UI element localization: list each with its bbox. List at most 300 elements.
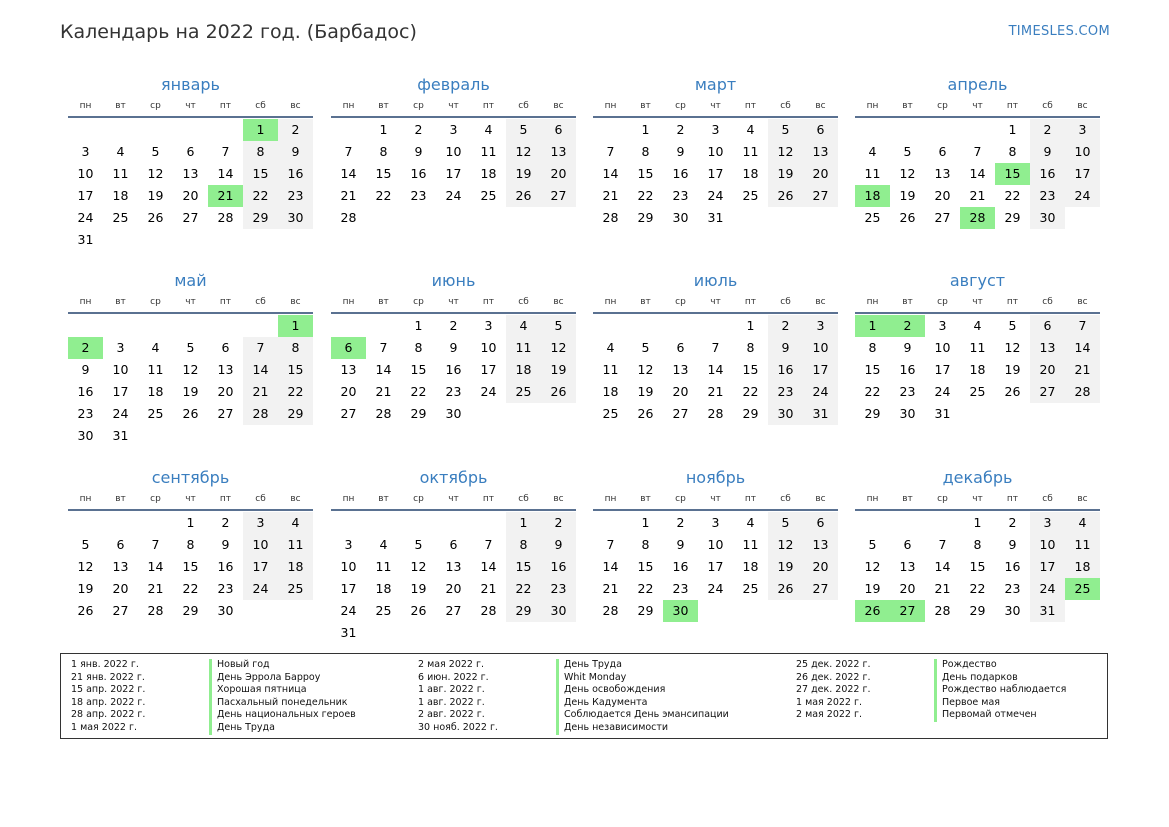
day-cell: 28: [602, 210, 619, 225]
day-cell: 10: [77, 166, 94, 181]
day-cell: 4: [379, 537, 388, 552]
day-cell: 14: [969, 166, 986, 181]
day-cell: 28: [934, 603, 951, 618]
weekday-header: [68, 492, 313, 506]
day-cell: 24: [243, 578, 278, 600]
header-divider: [593, 312, 838, 314]
day-cell: 4: [868, 144, 877, 159]
holiday-date: 28 апр. 2022 г.: [71, 709, 146, 721]
empty-cell: [138, 119, 173, 141]
day-cell: 29: [742, 406, 759, 421]
day-cell: 6: [186, 144, 195, 159]
day-cell: 4: [484, 122, 493, 137]
day-cell: 13: [340, 362, 357, 377]
day-cell: 13: [934, 166, 951, 181]
month-name: январь: [161, 75, 220, 94]
legend-column: [796, 659, 1066, 722]
weekday-label: ср: [675, 297, 686, 307]
day-cell: 14: [375, 362, 392, 377]
empty-cell: [855, 512, 890, 534]
day-cell: 19: [147, 188, 164, 203]
day-grid: [68, 119, 313, 251]
weekday-header: [68, 295, 313, 309]
day-cell: 30: [445, 406, 462, 421]
day-cell: 20: [899, 581, 916, 596]
day-cell: 8: [379, 144, 388, 159]
holiday-name: Пасхальный понедельник: [209, 697, 348, 710]
day-cell: 14: [243, 359, 278, 381]
month-block: [593, 467, 838, 622]
day-cell: 5: [506, 119, 541, 141]
empty-cell: [366, 315, 401, 337]
weekday-label: чт: [448, 297, 459, 307]
empty-cell: [593, 512, 628, 534]
day-cell: 19: [410, 581, 427, 596]
day-cell: 5: [641, 340, 650, 355]
day-cell: 27: [112, 603, 129, 618]
weekday-label: вт: [902, 297, 913, 307]
holiday-day-cell: 30: [663, 600, 698, 622]
holiday-name: День Эррола Барроу: [209, 672, 320, 685]
day-cell: 26: [899, 210, 916, 225]
holiday-date: 26 дек. 2022 г.: [796, 671, 871, 683]
day-cell: 27: [217, 406, 234, 421]
day-cell: 25: [375, 603, 392, 618]
weekday-label: сб: [1042, 297, 1053, 307]
day-cell: 4: [746, 122, 755, 137]
legend-row: [796, 697, 1066, 710]
day-cell: 14: [602, 559, 619, 574]
empty-cell: [103, 119, 138, 141]
day-cell: 31: [707, 210, 724, 225]
empty-cell: [698, 315, 733, 337]
holiday-day-cell: 1: [278, 315, 313, 337]
holiday-name: День освобождения: [556, 684, 665, 697]
legend-row: [71, 659, 356, 672]
day-cell: 11: [864, 166, 881, 181]
holiday-date: 27 дек. 2022 г.: [796, 684, 871, 696]
day-cell: 16: [278, 163, 313, 185]
day-cell: 10: [340, 559, 357, 574]
weekday-label: пн: [604, 101, 617, 111]
day-cell: 12: [541, 337, 576, 359]
day-cell: 28: [375, 406, 392, 421]
day-cell: 17: [707, 166, 724, 181]
empty-cell: [890, 512, 925, 534]
weekday-label: чт: [448, 101, 459, 111]
weekday-label: пт: [1006, 297, 1019, 307]
holiday-day-cell: 28: [960, 207, 995, 229]
day-cell: 26: [147, 210, 164, 225]
day-cell: 7: [606, 144, 615, 159]
weekday-label: чт: [185, 101, 196, 111]
day-cell: 3: [938, 318, 947, 333]
weekday-label: сб: [518, 494, 529, 504]
weekday-header: [855, 295, 1100, 309]
day-cell: 12: [899, 166, 916, 181]
day-cell: 3: [1065, 119, 1100, 141]
day-grid: [855, 512, 1100, 622]
weekday-label: вт: [378, 101, 389, 111]
weekday-label: пт: [482, 101, 495, 111]
legend-row: [418, 684, 729, 697]
day-cell: 26: [77, 603, 94, 618]
day-cell: 12: [864, 559, 881, 574]
day-cell: 21: [480, 581, 497, 596]
day-cell: 2: [1008, 515, 1017, 530]
day-cell: 13: [803, 141, 838, 163]
legend-row: [71, 672, 356, 685]
day-cell: 31: [934, 406, 951, 421]
month-name: апрель: [947, 75, 1008, 94]
month-block: [855, 270, 1100, 425]
day-cell: 25: [278, 578, 313, 600]
empty-cell: [925, 512, 960, 534]
holiday-date: 2 мая 2022 г.: [418, 659, 484, 670]
day-cell: 8: [278, 337, 313, 359]
day-cell: 30: [672, 210, 689, 225]
weekday-header: [593, 99, 838, 113]
day-cell: 13: [899, 559, 916, 574]
day-cell: 8: [641, 537, 650, 552]
holiday-day-cell: 25: [1065, 578, 1100, 600]
day-cell: 12: [637, 362, 654, 377]
day-cell: 21: [602, 188, 619, 203]
day-cell: 23: [1004, 581, 1021, 596]
day-cell: 22: [1004, 188, 1021, 203]
holiday-name: День подарков: [934, 672, 1018, 685]
day-cell: 19: [77, 581, 94, 596]
day-grid: [331, 512, 576, 644]
day-cell: 26: [1004, 384, 1021, 399]
day-cell: 16: [672, 559, 689, 574]
day-cell: 28: [147, 603, 164, 618]
day-cell: 18: [742, 559, 759, 574]
holiday-name: Рождество: [934, 659, 997, 672]
holiday-name: День Труда: [209, 722, 275, 735]
day-cell: 25: [480, 188, 497, 203]
day-cell: 16: [672, 166, 689, 181]
empty-cell: [103, 315, 138, 337]
day-cell: 5: [868, 537, 877, 552]
day-cell: 17: [340, 581, 357, 596]
weekday-label: пт: [744, 297, 757, 307]
day-cell: 6: [803, 512, 838, 534]
day-cell: 15: [243, 163, 278, 185]
day-cell: 14: [147, 559, 164, 574]
header-divider: [68, 116, 313, 118]
day-cell: 22: [969, 581, 986, 596]
weekday-label: чт: [448, 494, 459, 504]
weekday-label: чт: [185, 297, 196, 307]
day-cell: 1: [641, 122, 650, 137]
day-cell: 22: [506, 578, 541, 600]
day-cell: 22: [243, 185, 278, 207]
day-cell: 29: [637, 603, 654, 618]
day-cell: 2: [414, 122, 423, 137]
day-cell: 20: [1030, 359, 1065, 381]
day-cell: 27: [934, 210, 951, 225]
weekday-label: сб: [255, 494, 266, 504]
day-cell: 25: [969, 384, 986, 399]
holiday-date: 1 авг. 2022 г.: [418, 684, 485, 696]
day-cell: 6: [803, 119, 838, 141]
weekday-label: вт: [902, 101, 913, 111]
legend-column: [71, 659, 356, 735]
legend-column: [418, 659, 729, 735]
day-cell: 13: [672, 362, 689, 377]
day-cell: 15: [182, 559, 199, 574]
empty-cell: [960, 119, 995, 141]
weekday-label: чт: [185, 494, 196, 504]
day-cell: 24: [340, 603, 357, 618]
day-cell: 30: [899, 406, 916, 421]
day-cell: 23: [1030, 185, 1065, 207]
day-cell: 16: [217, 559, 234, 574]
weekday-label: сб: [518, 297, 529, 307]
day-cell: 10: [803, 337, 838, 359]
day-cell: 27: [803, 578, 838, 600]
day-cell: 21: [707, 384, 724, 399]
weekday-label: пт: [219, 297, 232, 307]
day-cell: 21: [1065, 359, 1100, 381]
holiday-date: 1 мая 2022 г.: [796, 696, 862, 708]
weekday-label: пн: [79, 101, 92, 111]
day-cell: 13: [445, 559, 462, 574]
weekday-label: пн: [79, 297, 92, 307]
holiday-date: 15 апр. 2022 г.: [71, 684, 146, 696]
day-cell: 7: [151, 537, 160, 552]
day-cell: 18: [602, 384, 619, 399]
day-cell: 17: [934, 362, 951, 377]
day-cell: 12: [506, 141, 541, 163]
month-block: [593, 74, 838, 229]
day-cell: 1: [1008, 122, 1017, 137]
legend-row: [418, 659, 729, 672]
day-cell: 17: [112, 384, 129, 399]
header-divider: [331, 509, 576, 511]
day-cell: 26: [768, 185, 803, 207]
day-cell: 3: [1030, 512, 1065, 534]
day-cell: 9: [449, 340, 458, 355]
day-cell: 26: [410, 603, 427, 618]
day-cell: 8: [868, 340, 877, 355]
weekday-label: ср: [150, 297, 161, 307]
day-cell: 1: [746, 318, 755, 333]
empty-cell: [208, 119, 243, 141]
weekday-label: чт: [710, 494, 721, 504]
holiday-day-cell: 21: [208, 185, 243, 207]
day-cell: 7: [484, 537, 493, 552]
day-cell: 10: [1065, 141, 1100, 163]
day-cell: 8: [973, 537, 982, 552]
day-cell: 31: [340, 625, 357, 640]
holiday-date: 1 янв. 2022 г.: [71, 659, 139, 670]
weekday-label: сб: [255, 101, 266, 111]
day-cell: 11: [742, 144, 759, 159]
holiday-day-cell: 26: [855, 600, 890, 622]
day-cell: 18: [1065, 556, 1100, 578]
day-cell: 8: [641, 144, 650, 159]
legend-row: [418, 672, 729, 685]
weekday-label: вт: [115, 101, 126, 111]
day-cell: 26: [506, 185, 541, 207]
day-cell: 7: [1065, 315, 1100, 337]
weekday-label: вт: [115, 494, 126, 504]
day-grid: [855, 119, 1100, 229]
weekday-label: ср: [937, 297, 948, 307]
holiday-date: 6 июн. 2022 г.: [418, 671, 489, 683]
empty-cell: [471, 512, 506, 534]
weekday-label: чт: [710, 101, 721, 111]
day-cell: 18: [278, 556, 313, 578]
empty-cell: [436, 512, 471, 534]
day-cell: 5: [768, 119, 803, 141]
day-cell: 24: [934, 384, 951, 399]
day-cell: 22: [375, 188, 392, 203]
weekday-label: вс: [1077, 297, 1088, 307]
day-cell: 23: [77, 406, 94, 421]
day-cell: 5: [151, 144, 160, 159]
legend-row: [71, 709, 356, 722]
day-cell: 5: [541, 315, 576, 337]
day-cell: 17: [1065, 163, 1100, 185]
weekday-header: [593, 492, 838, 506]
holiday-name: Первомай отмечен: [934, 709, 1037, 722]
day-cell: 23: [541, 578, 576, 600]
day-cell: 9: [278, 141, 313, 163]
empty-cell: [890, 119, 925, 141]
holiday-name: Новый год: [209, 659, 270, 672]
day-cell: 24: [1065, 185, 1100, 207]
day-cell: 19: [637, 384, 654, 399]
day-grid: [331, 315, 576, 425]
day-cell: 20: [803, 163, 838, 185]
weekday-label: ср: [937, 494, 948, 504]
day-cell: 13: [112, 559, 129, 574]
day-cell: 12: [147, 166, 164, 181]
day-cell: 3: [711, 122, 720, 137]
day-cell: 19: [864, 581, 881, 596]
day-cell: 27: [445, 603, 462, 618]
holiday-date: 2 мая 2022 г.: [796, 709, 862, 721]
holiday-day-cell: 2: [890, 315, 925, 337]
month-block: [68, 74, 313, 251]
holiday-date: 2 авг. 2022 г.: [418, 709, 485, 721]
day-cell: 5: [768, 512, 803, 534]
weekday-label: сб: [255, 297, 266, 307]
holiday-date: 18 апр. 2022 г.: [71, 696, 146, 708]
legend-row: [418, 697, 729, 710]
day-cell: 26: [182, 406, 199, 421]
day-cell: 29: [410, 406, 427, 421]
day-cell: 8: [414, 340, 423, 355]
day-cell: 23: [445, 384, 462, 399]
day-cell: 17: [803, 359, 838, 381]
day-cell: 30: [768, 403, 803, 425]
empty-cell: [173, 315, 208, 337]
legend-row: [71, 697, 356, 710]
day-cell: 24: [803, 381, 838, 403]
day-cell: 14: [217, 166, 234, 181]
day-cell: 2: [1030, 119, 1065, 141]
day-cell: 10: [934, 340, 951, 355]
day-cell: 2: [676, 122, 685, 137]
holiday-name: Рождество наблюдается: [934, 684, 1066, 697]
day-cell: 15: [410, 362, 427, 377]
day-cell: 4: [116, 144, 125, 159]
day-cell: 7: [243, 337, 278, 359]
holiday-date: 25 дек. 2022 г.: [796, 659, 871, 670]
day-cell: 19: [899, 188, 916, 203]
day-cell: 16: [445, 362, 462, 377]
empty-cell: [401, 512, 436, 534]
legend-row: [796, 659, 1066, 672]
day-cell: 12: [1004, 340, 1021, 355]
legend-row: [71, 684, 356, 697]
weekday-header: [855, 99, 1100, 113]
day-cell: 1: [506, 512, 541, 534]
day-cell: 18: [506, 359, 541, 381]
day-grid: [593, 315, 838, 425]
brand-link[interactable]: TIMESLES.COM: [1008, 24, 1110, 39]
day-cell: 16: [1004, 559, 1021, 574]
day-grid: [68, 315, 313, 447]
day-cell: 23: [672, 188, 689, 203]
day-cell: 19: [182, 384, 199, 399]
day-cell: 24: [445, 188, 462, 203]
header-divider: [331, 116, 576, 118]
day-cell: 23: [899, 384, 916, 399]
day-cell: 10: [112, 362, 129, 377]
day-cell: 2: [221, 515, 230, 530]
empty-cell: [243, 315, 278, 337]
day-cell: 17: [480, 362, 497, 377]
weekday-header: [855, 492, 1100, 506]
day-cell: 24: [707, 581, 724, 596]
day-cell: 5: [903, 144, 912, 159]
day-cell: 20: [182, 188, 199, 203]
day-cell: 15: [637, 559, 654, 574]
month-name: ноябрь: [685, 468, 746, 487]
day-cell: 25: [742, 188, 759, 203]
weekday-label: ср: [413, 494, 424, 504]
legend-row: [796, 672, 1066, 685]
header-divider: [855, 509, 1100, 511]
day-cell: 6: [116, 537, 125, 552]
weekday-label: пт: [1006, 494, 1019, 504]
day-cell: 25: [147, 406, 164, 421]
day-cell: 11: [1065, 534, 1100, 556]
day-cell: 26: [541, 381, 576, 403]
legend-row: [796, 709, 1066, 722]
weekday-label: пн: [866, 494, 879, 504]
weekday-label: пт: [219, 101, 232, 111]
day-cell: 29: [506, 600, 541, 622]
day-cell: 6: [676, 340, 685, 355]
day-cell: 3: [344, 537, 353, 552]
day-cell: 5: [186, 340, 195, 355]
day-cell: 28: [1065, 381, 1100, 403]
day-cell: 25: [602, 406, 619, 421]
weekday-label: сб: [780, 494, 791, 504]
day-cell: 7: [711, 340, 720, 355]
header-divider: [68, 312, 313, 314]
day-cell: 30: [541, 600, 576, 622]
day-cell: 30: [1030, 207, 1065, 229]
day-cell: 21: [934, 581, 951, 596]
month-name: май: [174, 271, 207, 290]
